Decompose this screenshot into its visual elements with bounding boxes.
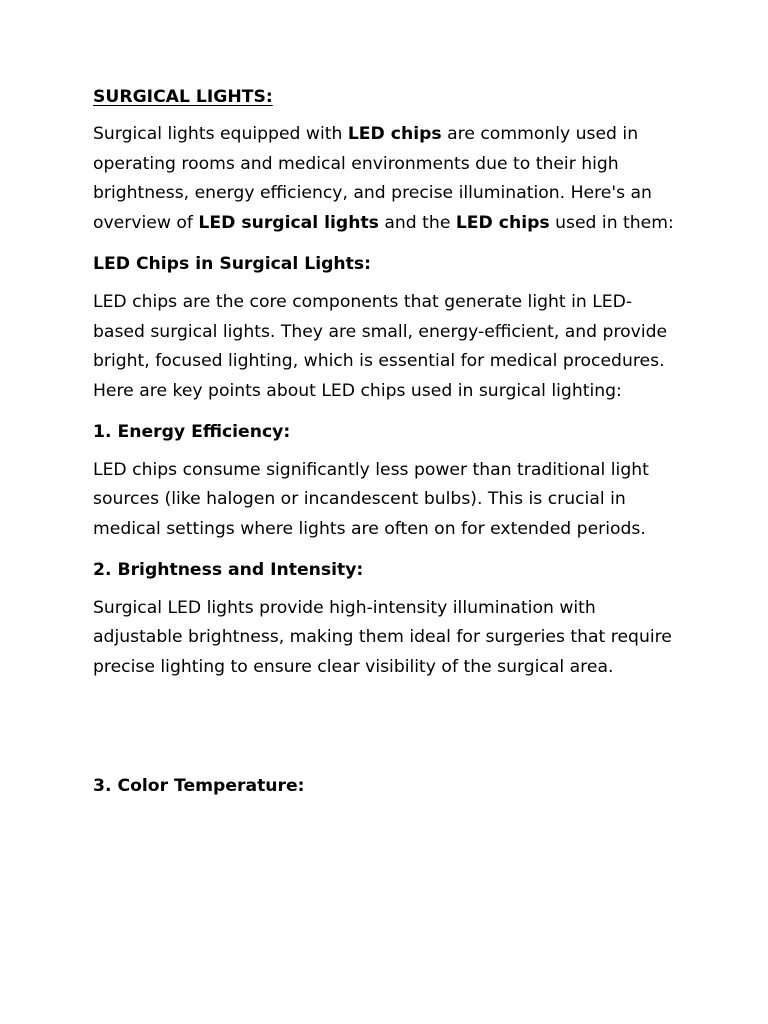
intro-bold-led-chips-2: LED chips [455, 213, 550, 234]
point-heading-color-temperature: 3. Color Temperature: [93, 775, 305, 796]
intro-paragraph [93, 120, 683, 239]
intro-text-3: and the [378, 213, 456, 234]
section-paragraph: LED chips are the core components that generate light in LED-based surgical lights. They are small, energy-efficient, and provide bright, focused lighting, which is essential for medical procedures. Here are key points about LED chips used in surgical lighting: [93, 291, 668, 401]
intro-text-1: Surgical lights equipped with [93, 124, 348, 144]
intro-text-2: are commonly used in operating rooms and medical environments due to their high brightness, energy efficiency, and precise illumination. Here's an overview of [93, 124, 652, 234]
point-text-energy-efficiency: LED chips consume significantly less power than traditional light sources (like halogen or incandescent bulbs). This is crucial in medical settings where lights are often on for extended periods. [93, 459, 649, 540]
point-heading-brightness: 2. Brightness and Intensity: [93, 559, 364, 580]
point-heading-energy-efficiency: 1. Energy Efficiency: [93, 421, 291, 442]
section-heading: LED Chips in Surgical Lights: [93, 253, 371, 274]
point-text-brightness: Surgical LED lights provide high-intensity illumination with adjustable brightness, making them ideal for surgeries that require precise lighting to ensure clear visibility of the surgical area. [93, 597, 672, 678]
intro-text-4: used in them: [549, 213, 674, 234]
document-body [93, 84, 683, 810]
intro-bold-led-chips: LED chips [347, 124, 442, 144]
blank-space [93, 693, 683, 771]
document-title: SURGICAL LIGHTS: [93, 87, 273, 107]
intro-bold-led-surgical-lights: LED surgical lights [198, 213, 379, 234]
